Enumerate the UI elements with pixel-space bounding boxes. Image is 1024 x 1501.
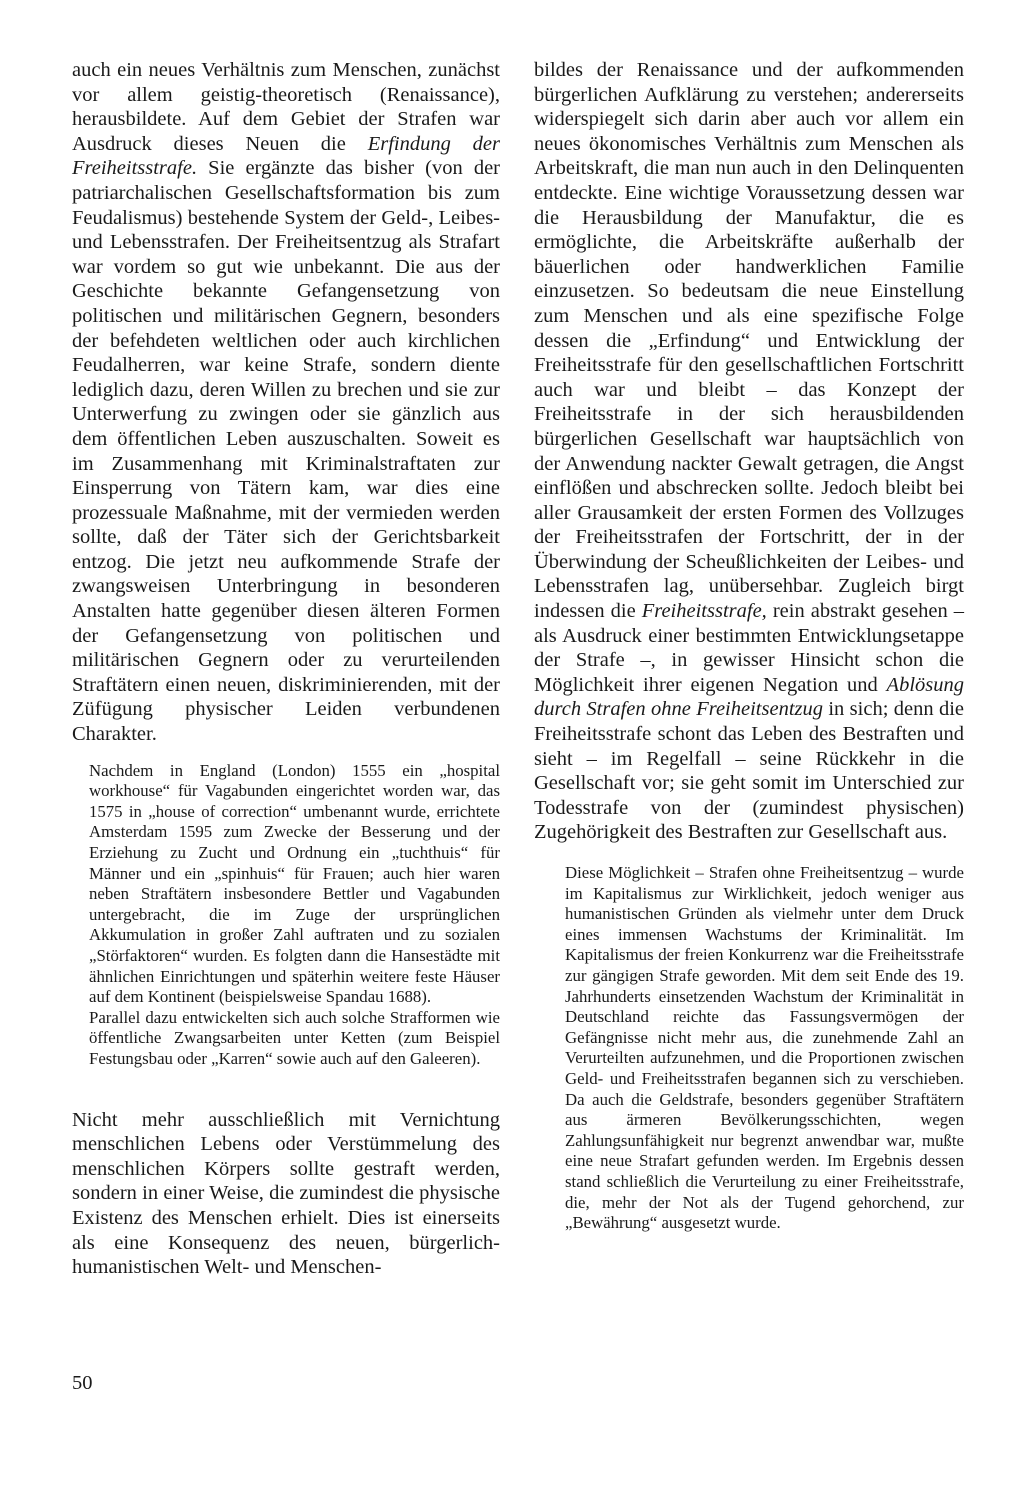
text-run: rein abstrakt gesehen – als Ausdruck einer bestimmten Entwicklungsetappe der Strafe –, in gewisser Hinsicht schon die Möglichkeit ihrer eigenen Negation und — [534, 600, 964, 696]
note-paragraph: Diese Möglichkeit – Strafen ohne Freiheitsentzug – wurde im Kapitalismus zur Wirklichkeit, jedoch weniger aus humanistischen Gründen als vielmehr unter dem Druck eines immensen Wachstums der Kriminalität. Im Kapitalismus der freien Konkurrenz war die Freiheitsstrafe zur gängigen Strafe geworden. Mit dem seit Ende des 19. Jahrhunderts einsetzenden Wachstum der Kriminalität in Deutschland reichte das Fassungsvermögen der Gefängnisse nicht mehr aus, die zunehmende Zahl an Verurteilten aufzunehmen, und die Proportionen zwischen Geld- und Freiheitsstrafen begannen sich zu verschieben. Da auch die Geldstrafe, besonders gegenüber Straftätern aus ärmeren Bevölkerungsschichten, wegen Zahlungsunfähigkeit nur begrenzt anwendbar war, mußte eine neue Strafart gefunden werden. Im Ergebnis dessen stand schließlich die Verurteilung zu einer Freiheitsstrafe, die, mehr der Not als der Tugend gehorchend, zur „Bewährung“ ausgesetzt wurde. — [565, 863, 964, 1233]
body-paragraph — [534, 58, 964, 845]
note-paragraph: Parallel dazu entwickelten sich auch solche Strafformen wie öffentliche Zwangsarbeiten unter Ketten (zum Beispiel Festungsbau oder „Karren“ sowie auch auf den Galeeren). — [89, 1007, 500, 1068]
emphasis-term: Ablösung durch Strafen ohne Freiheitsentzug — [534, 673, 964, 721]
text-run: bildes der Renaissance und der aufkommenden bürgerlichen Aufklärung zu verstehen; andererseits widerspiegelt sich darin aber auch vor allem ein neues ökonomisches Verhältnis zum Menschen als Arbeitskraft, die man nun auch in den Delinquenten entdeckte. Eine wichtige Voraussetzung dessen war die Herausbildung der Manufaktur, die es ermöglichte, die Arbeitskräfte außerhalb der bäuerlichen oder handwerklichen Familie einzusetzen. So bedeutsam die neue Einstellung zum Menschen und als eine spezifische Folge dessen die „Erfindung“ und Entwicklung der Freiheitsstrafe für den gesellschaftlichen Fortschritt auch war und bleibt – das Konzept der Freiheitsstrafe in der sich herausbildenden bürgerlichen Gesellschaft war hauptsächlich von der Anwendung nackter Gewalt getragen, die Angst einflößen und abschrecken sollte. Jedoch bleibt bei aller Grausamkeit der ersten Formen des Vollzuges der Freiheitsstrafen der Fortschritt, der in der Überwindung der Scheußlichkeiten der Leibes- und Lebensstrafen lag, unübersehbar. Zugleich birgt indessen die — [534, 59, 964, 623]
body-paragraph — [72, 58, 500, 747]
right-column — [534, 58, 964, 1234]
note-paragraph: Nachdem in England (London) 1555 ein „hospital workhouse“ für Vagabunden eingerichtet worden war, das 1575 in „house of correction“ umbenannt wurde, errichtete Amsterdam 1595 zum Zwecke der Besserung und der Erziehung zu Zucht und Ordnung ein „tuchthuis“ für Männer und ein „spinhuis“ für Frauen; auch hier waren neben Straftätern insbesondere Bettler und Vagabunden untergebracht, die im Zuge der ursprünglichen Akkumulation in großer Zahl auftraten und zu sozialen „Störfaktoren“ wurden. Es folgten dann die Hansestädte mit ähnlichen Einrichtungen und späterhin weitere feste Häuser auf dem Kontinent (beispielsweise Spandau 1688). — [89, 760, 500, 1007]
emphasis-term: Freiheitsstrafe, — [641, 600, 767, 623]
page-number: 50 — [72, 1372, 93, 1394]
text-run: auch ein neues Verhältnis zum Menschen, zunächst vor allem geistig-theoretisch (Renaissance), herausbildete. Auf dem Gebiet der Strafen war Ausdruck dieses Neuen die — [72, 59, 500, 155]
text-run: in sich; denn die Freiheitsstrafe schont das Leben des Bestraften und sieht – im Regelfall – seine Rückkehr in die Gesellschaft vor; sie geht somit im Unterschied zur Todesstrafe von der (zumindest physischen) Zugehörigkeit des Bestraften zur Gesellschaft aus. — [534, 698, 965, 844]
text-run: Sie ergänzte das bisher (von der patriarchalischen Gesellschaftsformation bis zum Feudalismus) bestehende System der Geld-, Leibes- und Lebensstrafen. Der Freiheitsentzug als Strafart war vordem so gut wie unbekannt. Die aus der Geschichte bekannte Gefangensetzung von politischen und militärischen Gegnern, besonders der befehdeten weltlichen oder auch kirchlichen Feudalherren, war keine Strafe, sondern diente lediglich dazu, deren Willen zu brechen und sie zur Unterwerfung zu zwingen oder sie gänzlich aus dem öffentlichen Leben auszuschalten. Soweit es im Zusammenhang mit Kriminalstraftaten zur Einsperrung von Tätern kam, war dies eine prozessuale Maßnahme, mit der vermieden werden sollte, daß der Täter sich der Gerichtsbarkeit entzog. Die jetzt neu aufkommende Strafe der zwangsweisen Unterbringung in besonderen Anstalten hatte gegenüber diesen älteren Formen der Gefangensetzung von politischen und militärischen Gegnern oder zu verurteilenden Straftätern einen neuen, diskriminierenden, mit der Züfügung physischer Leiden verbundenen Charakter. — [72, 157, 500, 746]
left-column — [72, 58, 500, 1280]
body-paragraph: Nicht mehr ausschließlich mit Vernichtung menschlichen Lebens oder Verstümmelung des menschlichen Körpers sollte gestraft werden, sondern in einer Weise, die zumindest die physische Existenz des Menschen erhielt. Dies ist einerseits als eine Konsequenz des neuen, bürgerlich-humanistischen Welt- und Menschen- — [72, 1108, 500, 1279]
emphasis-term: Erfindung der Freiheitsstrafe. — [72, 132, 501, 180]
